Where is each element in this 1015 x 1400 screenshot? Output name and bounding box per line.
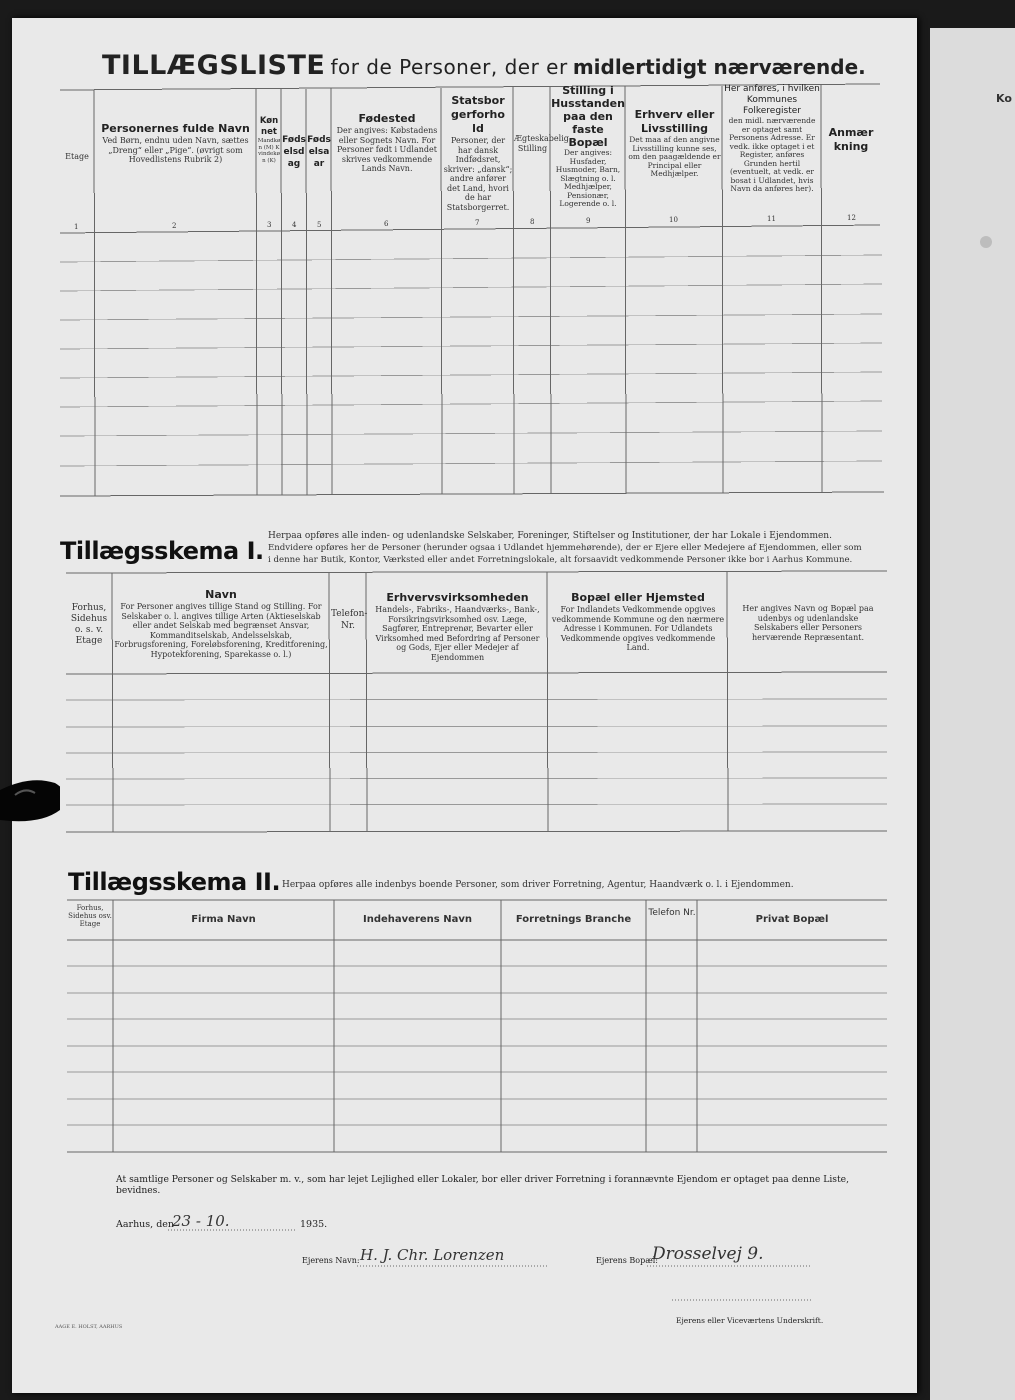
s1-col-representative-text: Her angives Navn og Bopæl paa udenbys og udenlandske Selskabers eller Personers herværende Repræsentant. bbox=[742, 604, 874, 642]
s2-col-branch-text: Forretnings Branche bbox=[515, 914, 632, 925]
col-sex-title: Kønnet bbox=[259, 116, 279, 137]
col-number: 10 bbox=[669, 216, 678, 224]
col-number: 3 bbox=[267, 221, 272, 229]
col-citizenship-header bbox=[443, 94, 513, 212]
owner-name-handwritten: H. J. Chr. Lorenzen bbox=[360, 1246, 505, 1264]
skema2-title: Tillægsskema II. bbox=[68, 868, 281, 896]
title-middle: for de Personer, der er bbox=[330, 55, 568, 79]
col-name-text: Ved Børn, endnu uden Navn, sættes „Dreng“ eller „Pige“. (øvrigt som Hovedlistens Rubrik 2) bbox=[102, 136, 249, 164]
s2-col-phone-header bbox=[647, 908, 697, 919]
s1-col-name-title: Navn bbox=[205, 588, 237, 601]
s1-col-residence-title: Bopæl eller Hjemsted bbox=[571, 591, 705, 604]
col-etage-header bbox=[60, 152, 94, 162]
s2-col-etage-header bbox=[67, 904, 113, 928]
owner-address-label: Ejerens Bopæl: bbox=[596, 1256, 659, 1265]
col-birthyear-header bbox=[307, 134, 331, 170]
col-register-header bbox=[724, 84, 820, 194]
adjacent-page-text: Ko bbox=[996, 92, 1012, 105]
s1-col-representative-header bbox=[736, 604, 880, 642]
s2-col-phone-text: Telefon Nr. bbox=[648, 908, 696, 918]
year-label: 1935. bbox=[300, 1219, 328, 1230]
s2-col-owner-header bbox=[334, 914, 501, 926]
col-number: 6 bbox=[384, 220, 389, 228]
s1-col-etage-header bbox=[66, 603, 112, 647]
s2-col-private-header bbox=[697, 914, 887, 926]
s1-col-business-title: Erhvervsvirksomheden bbox=[386, 591, 529, 604]
col-sex-text: Mandkøn (M) Kvindekøn (K) bbox=[257, 138, 281, 164]
s1-col-business-text: Handels-, Fabriks-, Haandværks-, Bank-, Forsikringsvirksomhed osv. Læge, Sagfører, Entreprenør, Bevarter eller Virksomhed med Befordring af Personer og Gods, Ejer eller Medejer af Ejendommen bbox=[375, 605, 540, 662]
city-date-label: Aarhus, den bbox=[116, 1219, 175, 1230]
s2-col-owner-text: Indehaverens Navn bbox=[363, 914, 472, 925]
col-household-title: Stilling i Husstanden paa den faste Bopæl bbox=[551, 84, 625, 149]
s1-col-phone-header bbox=[331, 608, 368, 632]
col-number: 9 bbox=[586, 217, 591, 225]
col-household-text: Der angives: Husfader, Husmoder, Barn, Slægtning o. l. Medhjælper, Pensionær, Logerende o. l. bbox=[555, 148, 621, 208]
s2-col-private-text: Privat Bopæl bbox=[755, 914, 829, 925]
col-occupation-title: Erhverv eller Livsstilling bbox=[634, 108, 715, 135]
col-sex-header bbox=[257, 116, 281, 164]
col-register-title: Her anføres, i hvilken Kommunes Folkeregister bbox=[724, 84, 820, 116]
skema2-description: Herpaa opføres alle indenbys boende Personer, som driver Forretning, Agentur, Haandværk o. l. i Ejendommen. bbox=[282, 880, 794, 890]
title-end: midlertidigt nærværende. bbox=[572, 55, 866, 79]
skema1-desc-line2: Endvidere opføres her de Personer (herunder ogsaa i Udlandet hjemmehørende), der er Ejere eller Medejere af Ejendommen, eller som bbox=[268, 543, 862, 553]
s1-col-name-header bbox=[114, 588, 328, 659]
attestation-statement: At samtlige Personer og Selskaber m. v., som har lejet Lejlighed eller Lokaler, bor eller driver Forretning i forannævnte Ejendom er optaget paa denne Liste, bevidnes. bbox=[116, 1174, 850, 1196]
col-number: 4 bbox=[292, 221, 297, 229]
thumb-shadow bbox=[0, 775, 60, 835]
col-birthday-header bbox=[282, 134, 306, 170]
col-number: 11 bbox=[767, 215, 776, 223]
skema1-desc-line3: i denne har Butik, Kontor, Værksted eller andet Forretningslokale, alt forsaavidt vedkommende Personer ikke bor i Aarhus Kommune. bbox=[268, 555, 853, 565]
s1-col-residence-header bbox=[550, 591, 726, 653]
skema1-desc-line1: Herpaa opføres alle inden- og udenlandske Selskaber, Foreninger, Stiftelser og Institutioner, der har Lokale i Ejendommen. bbox=[268, 531, 832, 541]
s2-col-etage-text: Forhus, Sidehus osv. Etage bbox=[68, 904, 112, 928]
col-remark-header bbox=[824, 126, 878, 154]
s1-col-etage-text: Forhus, Sidehus o. s. v. Etage bbox=[70, 603, 108, 646]
s1-col-name-text: For Personer angives tillige Stand og Stilling. For Selskaber o. l. angives tillige Arten (Aktieselskab eller andet Selskab med begrænset Ansvar, Kommanditselskab, Andelsselskab, Forbrugsforening, Foreløbsforening, Kreditforening, Hypotekforening, Sparekasse o. l.) bbox=[114, 602, 328, 659]
col-number: 2 bbox=[172, 222, 177, 230]
title-bold: TILLÆGSLISTE bbox=[102, 50, 326, 81]
col-name-header bbox=[97, 122, 254, 165]
col-number: 12 bbox=[847, 214, 856, 222]
col-household-header bbox=[551, 84, 625, 209]
col-number: 1 bbox=[74, 223, 79, 231]
col-marital-text: Ægteskabelig Stilling bbox=[514, 134, 569, 153]
col-occupation-text: Det maa af den angivne Livsstilling kunne ses, om den paagældende er Principal eller Medhjælper. bbox=[628, 135, 721, 178]
printer-mark: AAGE E. HOLST, AARHUS bbox=[55, 1324, 123, 1330]
s2-col-firm-header bbox=[113, 914, 334, 926]
s2-col-branch-header bbox=[501, 914, 646, 926]
owner-name-label: Ejerens Navn: bbox=[302, 1256, 360, 1265]
skema1-title: Tillægsskema I. bbox=[60, 537, 264, 565]
s2-col-firm-text: Firma Navn bbox=[191, 914, 256, 925]
col-occupation-header bbox=[627, 108, 722, 179]
col-etage-text: Etage bbox=[65, 152, 89, 161]
col-remark-title: Anmærkning bbox=[828, 126, 874, 153]
col-birthplace-title: Fødested bbox=[358, 112, 416, 125]
col-citizenship-title: Statsborgerforhold bbox=[451, 94, 505, 135]
col-birthyear-title: Fødselsaar bbox=[307, 135, 331, 169]
col-number: 7 bbox=[475, 219, 480, 227]
s1-col-residence-text: For Indlandets Vedkommende opgives vedkommende Kommune og den nærmere Adresse i Kommunen. For Udlandets Vedkommende opgives vedkommende Land. bbox=[551, 605, 725, 652]
date-handwritten: 23 - 10. bbox=[172, 1212, 230, 1230]
s1-col-phone-text: Telefon-Nr. bbox=[331, 609, 368, 631]
signature-label: Ejerens eller Viceværtens Underskrift. bbox=[676, 1316, 824, 1325]
col-register-text: den midl. nærværende er optaget samt Personens Adresse. Er vedk. ikke optaget i et Register, anføres Grunden hertil (eventuelt, at vedk. er bosat i Udlandet, hvis Navn da anføres her). bbox=[728, 116, 816, 193]
col-birthday-title: Fødselsdag bbox=[282, 135, 306, 169]
col-birthplace-text: Der angives: Købstadens eller Sognets Navn. For Personer født i Udlandet skrives vedkommende Lands Navn. bbox=[336, 126, 438, 173]
col-citizenship-text: Personer, der har dansk Indfødsret, skriver: „dansk“; andre anfører det Land, hvori de har Statsborgerret. bbox=[443, 136, 513, 212]
col-marital-header bbox=[514, 134, 569, 153]
col-number: 8 bbox=[530, 218, 535, 226]
col-number: 5 bbox=[317, 221, 322, 229]
s1-col-business-header bbox=[370, 591, 545, 662]
col-birthplace-header bbox=[335, 112, 439, 174]
owner-address-handwritten: Drosselvej 9. bbox=[652, 1244, 764, 1264]
skema1-description bbox=[268, 530, 888, 566]
col-name-title: Personernes fulde Navn bbox=[101, 122, 250, 135]
